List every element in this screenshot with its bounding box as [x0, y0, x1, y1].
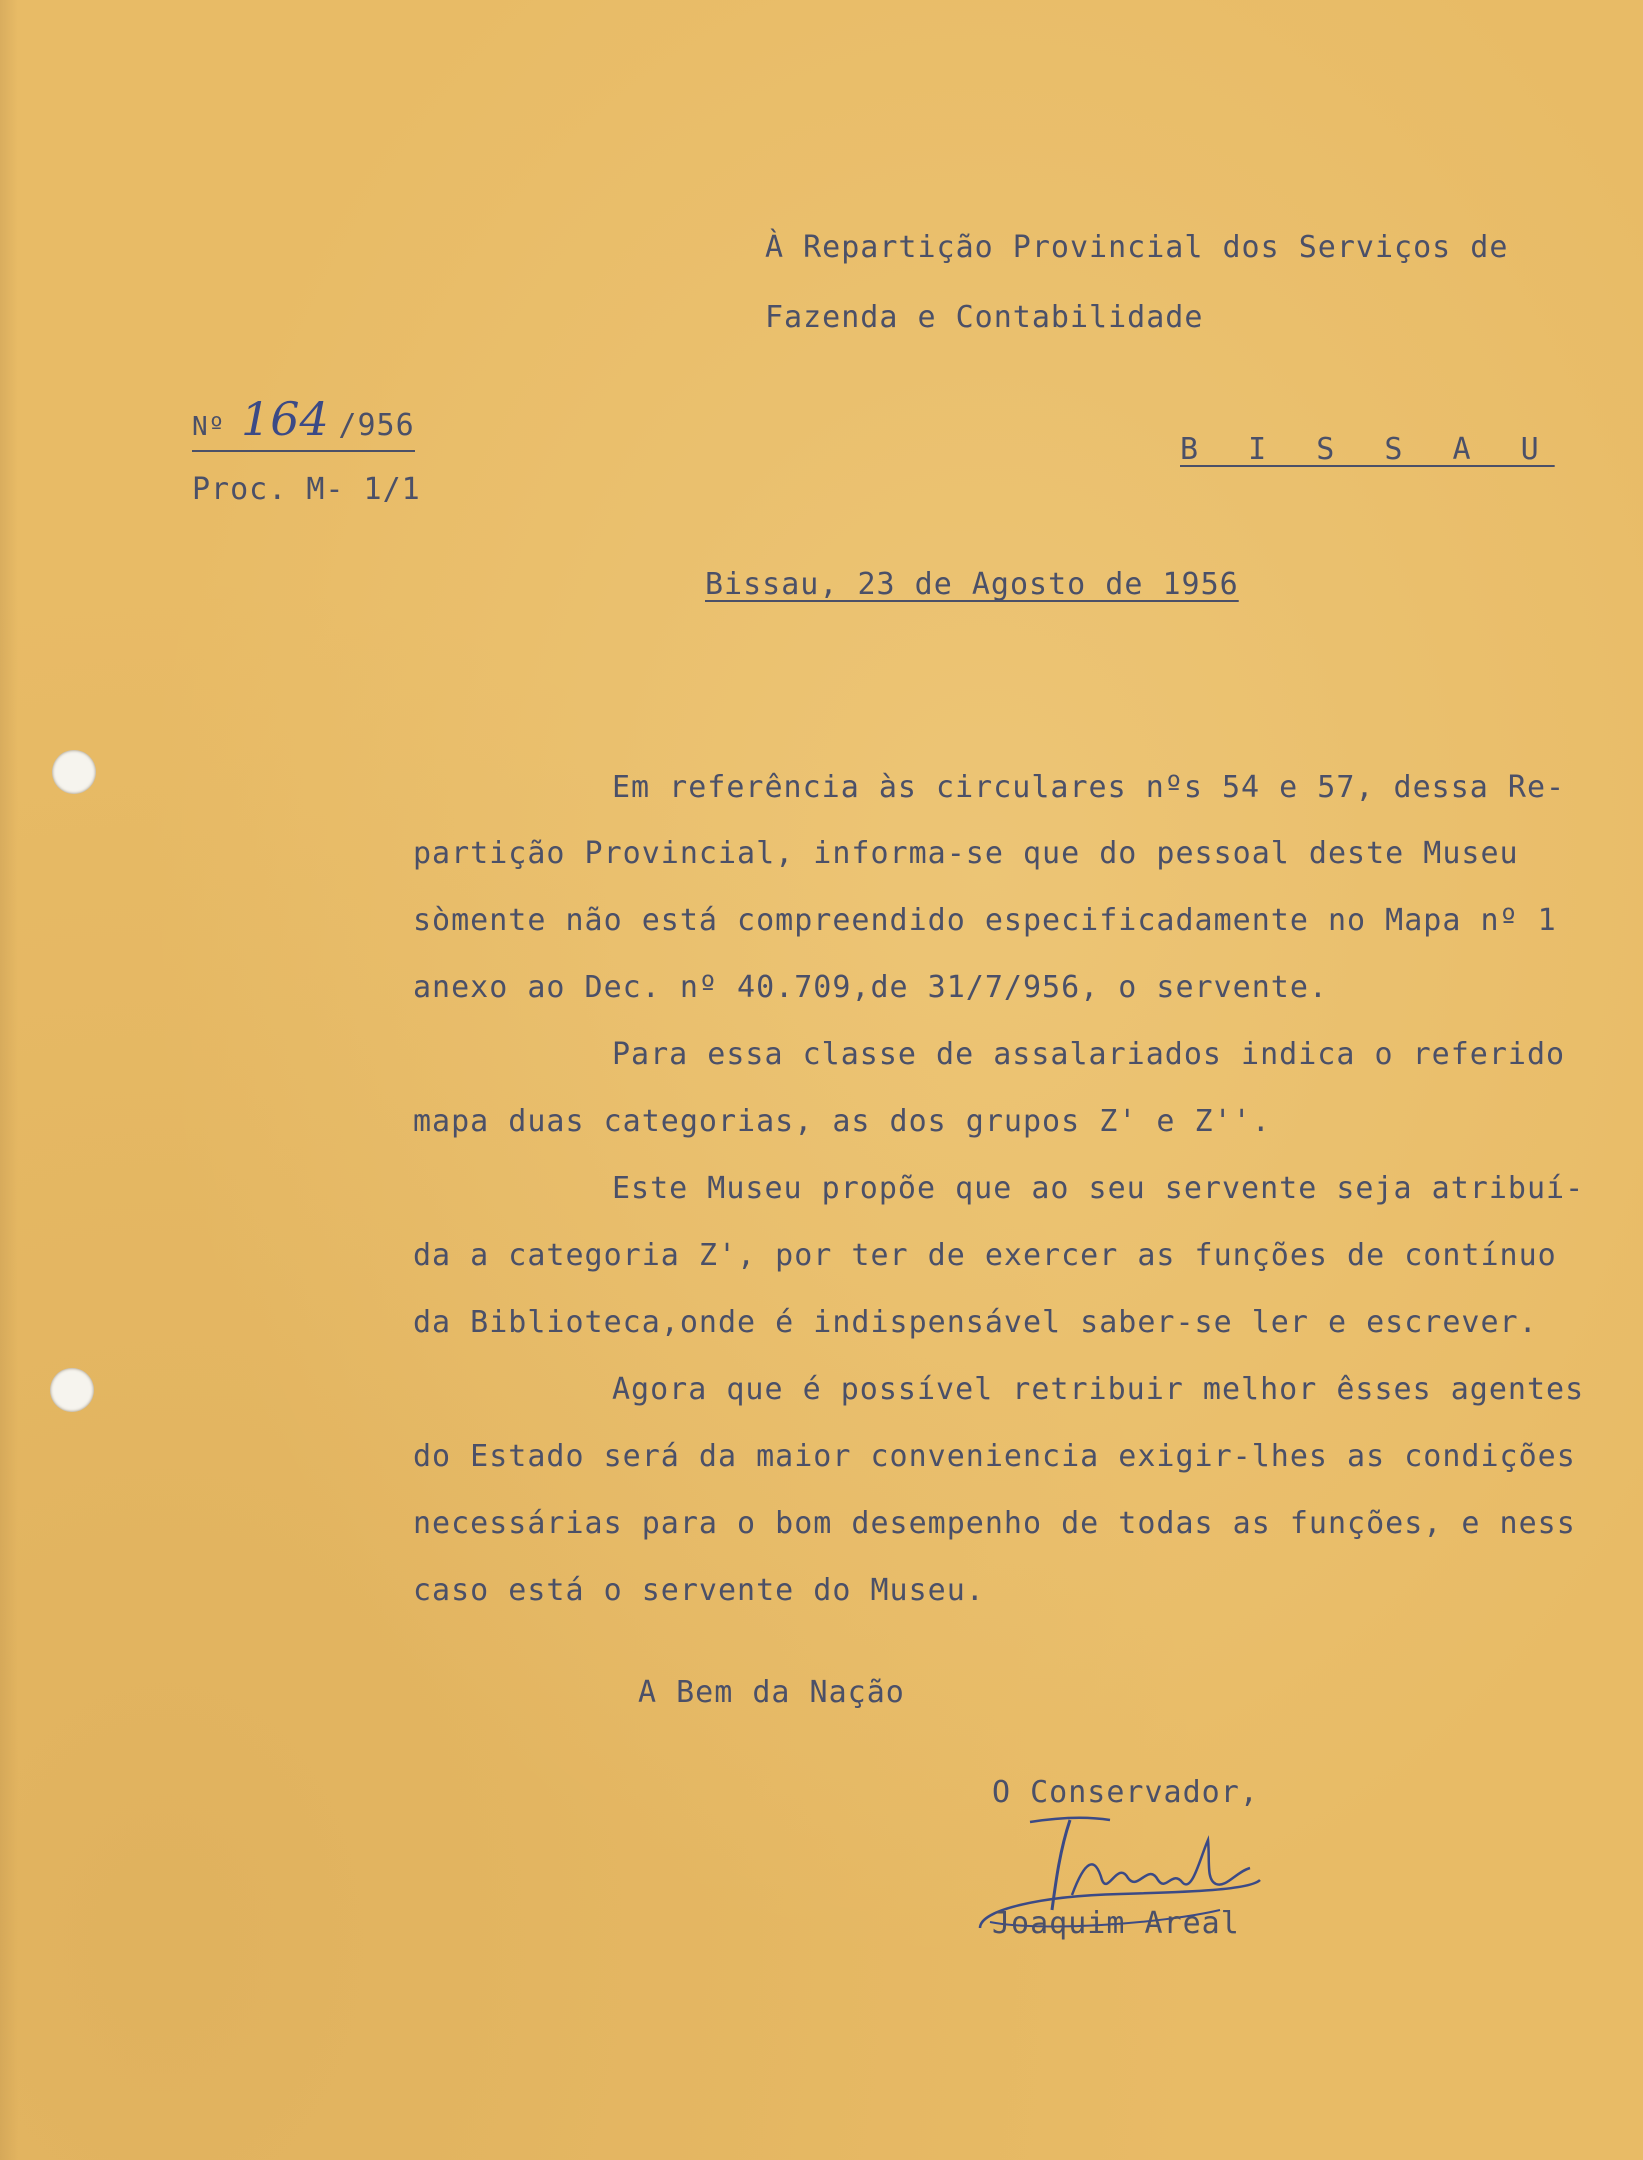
- reference-number-handwritten: 164: [240, 392, 329, 446]
- body-line-1: Em referência às circulares nºs 54 e 57, dessa Re-: [612, 770, 1566, 805]
- reference-number-prefix: Nº: [192, 412, 226, 442]
- body-line-3: sòmente não está compreendido especificadamente no Mapa nº 1: [413, 903, 1557, 938]
- punch-hole-bottom: [50, 1368, 94, 1412]
- body-line-13: caso está o servente do Museu.: [413, 1573, 985, 1608]
- body-line-9: da Biblioteca,onde é indispensável saber-se ler e escrever.: [413, 1305, 1538, 1340]
- addressee-line-2: Fazenda e Contabilidade: [765, 300, 1204, 335]
- signatory-name: Joaquim Areal: [992, 1906, 1240, 1941]
- reference-number: [192, 392, 415, 452]
- body-line-10: Agora que é possível retribuir melhor êsses agentes: [612, 1372, 1585, 1407]
- punch-hole-top: [52, 750, 96, 794]
- body-line-2: partição Provincial, informa-se que do pessoal deste Museu: [413, 836, 1519, 871]
- body-line-4: anexo ao Dec. nº 40.709,de 31/7/956, o servente.: [413, 970, 1328, 1005]
- body-line-8: da a categoria Z', por ter de exercer as funções de contínuo: [413, 1238, 1557, 1273]
- body-line-11: do Estado será da maior conveniencia exigir-lhes as condições: [413, 1439, 1576, 1474]
- body-line-6: mapa duas categorias, as dos grupos Z' e Z''.: [413, 1104, 1271, 1139]
- body-line-12: necessárias para o bom desempenho de todas as funções, e ness: [413, 1506, 1576, 1541]
- date-line: Bissau, 23 de Agosto de 1956: [705, 567, 1239, 602]
- body-line-5: Para essa classe de assalariados indica o referido: [612, 1037, 1566, 1072]
- addressee-line-1: À Repartição Provincial dos Serviços de: [765, 230, 1509, 265]
- reference-number-year: /956: [338, 408, 415, 443]
- signatory-title: O Conservador,: [992, 1775, 1259, 1810]
- body-line-7: Este Museu propõe que ao seu servente seja atribuí-: [612, 1171, 1585, 1206]
- process-number: Proc. M- 1/1: [192, 472, 421, 507]
- closing-salutation: A Bem da Nação: [638, 1675, 905, 1710]
- addressee-city: B I S S A U: [1180, 432, 1555, 467]
